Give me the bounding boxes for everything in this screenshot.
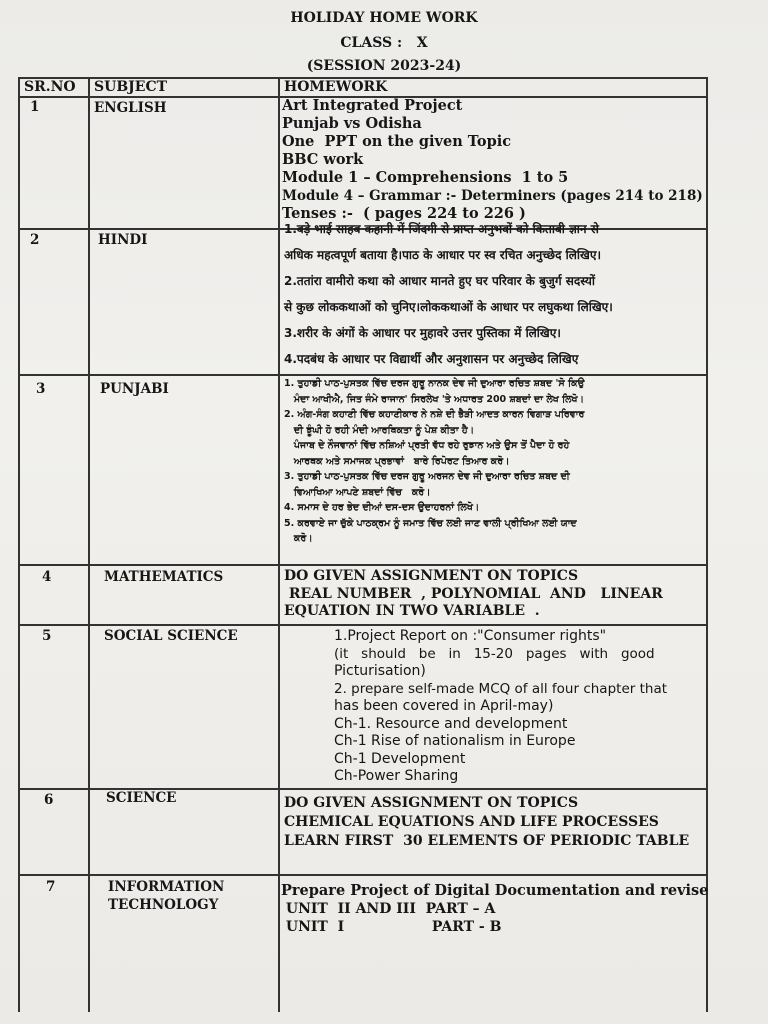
homework-line: 2.ततांरा वामीरो कथा को आधार मानते हुए घर परिवार के बुजुर्ग सदस्यों — [284, 274, 595, 288]
srno-divider — [88, 77, 90, 1012]
row-number: 7 — [46, 879, 56, 895]
homework-line: 1.बड़े भाई साहब कहानी में जिंदगी से प्राप्त अनुभवों को किताबी ज्ञान से — [284, 222, 599, 236]
homework-line: Ch-1 Development — [334, 750, 466, 767]
subject-name: ENGLISH — [94, 100, 167, 116]
homework-line: ਆਰਥਕ ਅਤੇ ਸਮਾਜਕ ਪ੍ਰਭਾਵਾਂ ਬਾਰੇ ਰਿਪੋਰਟ ਤਿਆਰ ਕਰੋ। — [284, 455, 510, 467]
homework-line: DO GIVEN ASSIGNMENT ON TOPICS — [284, 795, 579, 811]
homework-line: ਮੰਦਾ ਆਖੀਐ, ਜਿਤ ਜੰਮੇ ਰਾਜਾਨ' ਸਿਰਲੇਖ 'ਤੇ ਅਧਾਰਤ 200 ਸ਼ਬਦਾਂ ਦਾ ਲੇਖ ਲਿਖੋ। — [284, 393, 584, 405]
row4-bottom-border — [18, 624, 708, 626]
subject-name: PUNJABI — [100, 381, 169, 397]
homework-line: 4.पदबंध के आधार पर विद्यार्थी और अनुशासन पर अनुच्छेद लिखिए — [284, 352, 579, 366]
subject-divider — [278, 77, 280, 1012]
homework-line: One PPT on the given Topic — [282, 133, 512, 150]
homework-line: 1.Project Report on :"Consumer rights" — [334, 628, 607, 644]
left-border — [18, 77, 20, 1012]
homework-line: ਦੀ ਝੂੰਘੀ ਹੋ ਰਹੀ ਮੰਦੀ ਆਰਥਿਕਤਾ ਨੂੰ ਪੇਸ਼ ਕੀਤਾ ਹੈ। — [284, 424, 475, 436]
homework-line: ਕਰੋ। — [284, 533, 313, 544]
row-number: 2 — [30, 232, 40, 248]
homework-line: 2. ਅੰਗ-ਸੰਗ ਕਹਾਣੀ ਵਿੱਚ ਕਹਾਣੀਕਾਰ ਨੇ ਨਸ਼ੇ ਦੀ ਭੈੜੀ ਆਦਤ ਕਾਰਨ ਵਿਗਾੜ ਪਰਿਵਾਰ — [284, 409, 585, 420]
row-number: 4 — [42, 569, 52, 585]
row-number: 5 — [42, 628, 52, 644]
subject-name — [108, 879, 224, 914]
homework-line: Ch-Power Sharing — [334, 768, 459, 784]
homework-line: Punjab vs Odisha — [282, 115, 422, 132]
row-number: 1 — [30, 99, 40, 115]
homework-line: CHEMICAL EQUATIONS AND LIFE PROCESSES — [284, 814, 659, 830]
homework-line: से कुछ लोककथाओं को चुनिए।लोककथाओं के आधार पर लघुकथा लिखिए। — [284, 300, 613, 314]
subject-name: SCIENCE — [106, 790, 177, 806]
homework-line: ਪੰਜਾਬ ਦੇ ਨੌਜਵਾਨਾਂ ਵਿੱਚ ਨਸ਼ਿਆਂ ਪ੍ਰਤੀ ਵੱਧ ਰਹੇ ਰੁਝਾਨ ਅਤੇ ਉਸ ਤੋਂ ਪੈਦਾ ਹੋ ਰਹੇ — [284, 440, 570, 451]
homework-line: EQUATION IN TWO VARIABLE . — [284, 603, 540, 619]
row3-bottom-border — [18, 564, 708, 566]
column-header-srno: SR.NO — [24, 79, 76, 95]
homework-line: Prepare Project of Digital Documentation and revise — [281, 882, 709, 899]
homework-line: BBC work — [282, 151, 364, 168]
homework-line: 1. ਤੁਹਾਡੀ ਪਾਠ-ਪੁਸਤਕ ਵਿੱਚ ਦਰਜ ਗੁਰੂ ਨਾਨਕ ਦੇਵ ਜੀ ਦੁਆਰਾ ਰਚਿਤ ਸ਼ਬਦ 'ਸੋ ਕਿਉ — [284, 378, 585, 389]
homework-line: 4. ਸਮਾਸ ਦੇ ਹਰ ਭੇਦ ਦੀਆਂ ਦਸ-ਦਸ ਉਦਾਹਰਨਾਂ ਲਿਖੋ। — [284, 502, 480, 513]
homework-line: has been covered in April-may) — [334, 698, 554, 714]
sheet-title: HOLIDAY HOME WORK — [290, 10, 478, 26]
subject-name: MATHEMATICS — [104, 569, 224, 585]
row-number: 6 — [44, 792, 54, 808]
homework-line: 2. prepare self-made MCQ of all four chapter that — [334, 680, 668, 697]
homework-line: अधिक महत्वपूर्ण बताया है।पाठ के आधार पर स्व रचित अनुच्छेद लिखिए। — [284, 248, 602, 262]
homework-line: 5. ਕਰਵਾਏ ਜਾ ਚੁੱਕੇ ਪਾਠਕ੍ਰਮ ਨੂੰ ਜਮਾਤ ਵਿੱਚ ਲਈ ਜਾਣ ਵਾਲੀ ਪ੍ਰੀਖਿਆ ਲਈ ਯਾਦ — [284, 517, 577, 529]
homework-line: LEARN FIRST 30 ELEMENTS OF PERIODIC TABLE — [284, 833, 690, 849]
column-header-subject: SUBJECT — [94, 79, 168, 95]
mathematics-homework — [284, 568, 663, 621]
row6-bottom-border — [18, 874, 708, 876]
homework-line: Picturisation) — [334, 663, 426, 679]
row-number: 3 — [36, 381, 46, 397]
homework-line: ਵਿਆਖਿਆ ਆਪਣੇ ਸ਼ਬਦਾਂ ਵਿੱਚ ਕਰੋ। — [284, 486, 431, 498]
homework-line: Tenses :- ( pages 224 to 226 ) — [282, 205, 526, 222]
hindi-homework — [284, 216, 613, 372]
homework-line: 3. ਤੁਹਾਡੀ ਪਾਠ-ਪੁਸਤਕ ਵਿੱਚ ਦਰਜ ਗੁਰੂ ਅਰਜਨ ਦੇਵ ਜੀ ਦੁਆਰਾ ਰਚਿਤ ਸ਼ਬਦ ਦੀ — [284, 471, 570, 482]
english-homework — [282, 97, 703, 223]
homework-line: UNIT II AND III PART – A — [281, 901, 496, 917]
homework-line: DO GIVEN ASSIGNMENT ON TOPICS — [284, 568, 579, 584]
punjabi-homework — [284, 376, 584, 547]
session-label: (SESSION 2023-24) — [306, 58, 462, 74]
homework-line: 3.शरीर के अंगों के आधार पर मुहावरे उत्तर पुस्तिका में लिखिए। — [284, 326, 561, 340]
subject-name-line: TECHNOLOGY — [108, 896, 219, 913]
column-header-homework: HOMEWORK — [284, 79, 388, 95]
subject-name: HINDI — [98, 232, 148, 248]
homework-line: REAL NUMBER , POLYNOMIAL AND LINEAR — [284, 585, 663, 602]
social-science-homework — [334, 628, 667, 786]
homework-line: Module 4 – Grammar :- Determiners (pages 214 to 218) — [282, 188, 703, 204]
homework-line: Art Integrated Project — [282, 97, 463, 114]
homework-line: Ch-1 Rise of nationalism in Europe — [334, 733, 576, 749]
homework-line: Ch-1. Resource and development — [334, 715, 568, 732]
homework-line: UNIT I PART - B — [281, 919, 502, 935]
homework-line: Module 1 – Comprehensions 1 to 5 — [282, 169, 569, 186]
subject-name-line: INFORMATION — [108, 879, 225, 895]
right-border — [706, 77, 708, 1012]
class-label: CLASS : X — [340, 35, 428, 51]
subject-name: SOCIAL SCIENCE — [104, 628, 238, 644]
information-technology-homework — [281, 882, 708, 936]
homework-line: (it should be in 15-20 pages with good — [334, 645, 655, 662]
science-homework — [284, 794, 689, 851]
